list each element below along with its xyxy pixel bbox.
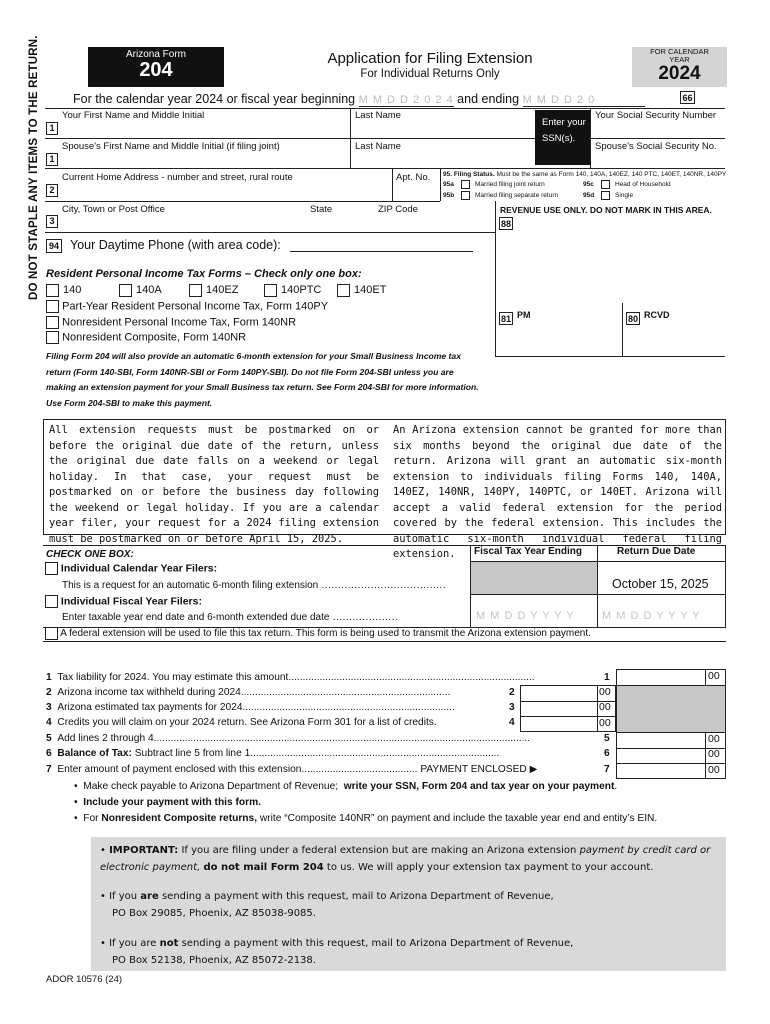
- fiscal-due-date-input[interactable]: M M D D Y Y Y Y: [602, 610, 701, 622]
- federal-extension-row: A federal extension will be used to file this tax return. This form is being used to transmit the Arizona extension payment.: [45, 627, 591, 640]
- row-num-1b: 1: [46, 153, 58, 166]
- due-header: Return Due Date: [617, 546, 696, 557]
- last-name-label: Last Name: [355, 110, 401, 121]
- first-name-label: Your First Name and Middle Initial: [62, 110, 205, 121]
- line-6: 6 Balance of Tax: Subtract line 5 from line 1........................................................................................: [46, 748, 500, 759]
- fiscal-header: Fiscal Tax Year Ending: [474, 546, 583, 557]
- pm-label: PM: [517, 310, 531, 320]
- status-95d-checkbox[interactable]: [601, 191, 610, 200]
- bullet-2: • Include your payment with this form.: [74, 797, 261, 808]
- fiscal-year-line: For the calendar year 2024 or fiscal year beginning M M D D 2 0 2 4 and ending M M D D 2 0: [73, 92, 645, 107]
- footer-code: ADOR 10576 (24): [46, 974, 123, 985]
- form-140-checkbox[interactable]: [46, 284, 59, 297]
- calendar-year-label: FOR CALENDAR YEAR: [650, 47, 709, 64]
- state-label: State: [310, 204, 333, 215]
- box-80: 80: [627, 314, 638, 324]
- enter-ssn-block: Enter your SSN(s).: [535, 110, 590, 165]
- federal-extension-checkbox[interactable]: [45, 627, 58, 640]
- box-88: 88: [500, 219, 511, 229]
- apt-label: Apt. No.: [396, 172, 431, 183]
- calendar-filers-checkbox[interactable]: [45, 562, 58, 575]
- filing-status: 95. Filing Status. Must be the same as Form 140, 140A, 140EZ, 140 PTC, 140ET, 140NR, 140PY 95a Married filing joint return 95c Head of Household 95b Married filing separate return 95d Single: [443, 171, 727, 199]
- check-title: CHECK ONE BOX:: [46, 549, 134, 560]
- status-95c-checkbox[interactable]: [601, 180, 610, 189]
- revenue-use-label: REVENUE USE ONLY. DO NOT MARK IN THIS AREA.: [500, 205, 712, 215]
- form-label: Arizona Form: [125, 49, 186, 60]
- row-num-3: 3: [46, 215, 58, 228]
- address-label: Current Home Address - number and street, rural route: [62, 172, 293, 183]
- line-2: 2 Arizona income tax withheld during 2024..........................................................................: [46, 687, 451, 698]
- fiscal-filers-text: Enter taxable year end date and 6-month extended due date ....................: [62, 612, 399, 623]
- spouse-first-name-label: Spouse's First Name and Middle Initial (if filing joint): [62, 141, 280, 152]
- spouse-ssn-label: Spouse's Social Security No.: [595, 141, 717, 152]
- line-1: 1 Tax liability for 2024. You may estimate this amount.......................................................................................: [46, 672, 535, 683]
- form-140et-checkbox[interactable]: [337, 284, 350, 297]
- line-box-5: 5: [604, 733, 610, 744]
- line-7: 7 Enter amount of payment enclosed with this extension......................................... PAYMENT ENCLOSED ▶: [46, 764, 538, 775]
- zip-label: ZIP Code: [378, 204, 418, 215]
- row-num-1a: 1: [46, 122, 58, 135]
- calendar-filers-row: Individual Calendar Year Filers:: [45, 562, 217, 575]
- calendar-year-block: [632, 47, 727, 87]
- calendar-filers-text: This is a request for an automatic 6-month filing extension ......................................: [62, 580, 447, 591]
- form-number: 204: [139, 59, 173, 81]
- fiscal-end-date-input[interactable]: M M D D Y Y Y Y: [476, 610, 575, 622]
- line-box-4: 4: [509, 717, 515, 728]
- row-num-2: 2: [46, 184, 58, 197]
- info-left: All extension requests must be postmarked on or before the original due date of the return, unless the original due date falls on a weekend or legal holiday. In that case, your request must be postmarked on or before the business day following the weekend or legal holiday. If you are a calendar year filer, your request for a 2024 filing extension must be postmarked on or before April 15, 2025.: [49, 424, 379, 545]
- form-140ptc-checkbox[interactable]: [264, 284, 277, 297]
- cents-5: 00: [708, 733, 720, 745]
- form-140py-row: Part-Year Resident Personal Income Tax, Form 140PY: [46, 300, 328, 313]
- box-94: 94: [46, 239, 62, 253]
- form-140a-checkbox[interactable]: [119, 284, 132, 297]
- fiscal-end-input[interactable]: M M D D 2 0: [523, 94, 645, 107]
- status-95b-checkbox[interactable]: [461, 191, 470, 200]
- calendar-year: 2024: [658, 63, 701, 84]
- line-3: 3 Arizona estimated tax payments for 2024...........................................................................: [46, 702, 455, 713]
- side-warning-text: DO NOT STAPLE ANY ITEMS TO THE RETURN.: [28, 35, 40, 300]
- cents-7: 00: [708, 764, 720, 776]
- form-subtitle: For Individual Returns Only: [360, 68, 500, 80]
- cents-3: 00: [599, 701, 611, 713]
- fiscal-filers-checkbox[interactable]: [45, 595, 58, 608]
- form-140ez-checkbox[interactable]: [189, 284, 202, 297]
- form-140nr-checkbox[interactable]: [46, 316, 59, 329]
- box-66: 66: [680, 91, 695, 104]
- spouse-last-name-label: Last Name: [355, 141, 401, 152]
- cents-4: 00: [599, 717, 611, 729]
- bullet-3: • For Nonresident Composite returns, write “Composite 140NR” on payment and include the taxable year end and entity’s EIN.: [74, 813, 658, 824]
- line-box-7: 7: [604, 764, 610, 775]
- fiscal-shade: [471, 562, 597, 594]
- form-140py-checkbox[interactable]: [46, 300, 59, 313]
- line-box-6: 6: [604, 748, 610, 759]
- form-composite-checkbox[interactable]: [46, 331, 59, 344]
- important-2: • If you are sending a payment with this request, mail to Arizona Department of Revenue, PO Box 29085, Phoenix, AZ 85038-9085.: [100, 891, 554, 919]
- line-box-2: 2: [509, 687, 515, 698]
- city-label: City, Town or Post Office: [62, 204, 165, 215]
- form-140nr-row: Nonresident Personal Income Tax, Form 140NR: [46, 316, 296, 329]
- info-right: An Arizona extension cannot be granted for more than six months beyond the original due date of the return. Arizona will grant an automatic six-month extension to individuals filing Forms 140, 140A, 140EZ, 140NR, 140PY, 140PTC, or 140ET. Arizona will accept a valid federal extension for the period covered by the federal extension. This includes the automatic six-month individual federal filing extension.: [393, 424, 722, 560]
- important-1: • IMPORTANT: If you are filing under a federal extension but are making an Arizona extension payment by credit card or electronic payment, do not mail Form 204 to us. We will apply your extension tax payment to your account.: [100, 845, 711, 873]
- box-81: 81: [500, 314, 511, 324]
- cents-1: 00: [708, 670, 720, 682]
- sbi-note: Filing Form 204 will also provide an automatic 6-month extension for your Small Business Income tax return (Form 140-SBI, Form 140NR-SBI or Form 140PY-SBI). Do not file Form 204-SBI unless you are making an extension payment for your Small Business tax return. See Form 204-SBI for more information. Use Form 204-SBI to make this payment.: [46, 351, 479, 408]
- important-3: • If you are not sending a payment with this request, mail to Arizona Department of Revenue, PO Box 52138, Phoenix, AZ 85072-2138.: [100, 938, 574, 966]
- phone-label: Your Daytime Phone (with area code):: [70, 238, 281, 252]
- fiscal-filers-row: Individual Fiscal Year Filers:: [45, 595, 202, 608]
- ssn-label: Your Social Security Number: [595, 110, 717, 121]
- cents-2: 00: [599, 686, 611, 698]
- form-composite-row: Nonresident Composite, Form 140NR: [46, 331, 246, 344]
- cents-6: 00: [708, 748, 720, 760]
- status-95a-checkbox[interactable]: [461, 180, 470, 189]
- calendar-due-date: October 15, 2025: [612, 577, 709, 591]
- line-box-1: 1: [604, 672, 610, 683]
- form-number-block: [88, 47, 224, 87]
- forms-row-1: 140 140A 140EZ 140PTC 140ET: [46, 284, 446, 298]
- line-5: 5 Add lines 2 through 4.....................................................................................................................................: [46, 733, 531, 744]
- bullet-1: • Make check payable to Arizona Department of Revenue; write your SSN, Form 204 and tax year on your payment.: [74, 781, 618, 792]
- line-4: 4 Credits you will claim on your 2024 return. See Arizona Form 301 for a list of credits.: [46, 717, 437, 728]
- rcvd-label: RCVD: [644, 310, 670, 320]
- phone-input[interactable]: [290, 251, 473, 252]
- forms-title: Resident Personal Income Tax Forms – Check only one box:: [46, 268, 362, 280]
- fiscal-begin-input[interactable]: M M D D 2 0 2 4: [358, 94, 454, 106]
- line-box-3: 3: [509, 702, 515, 713]
- form-title: Application for Filing Extension: [327, 50, 533, 67]
